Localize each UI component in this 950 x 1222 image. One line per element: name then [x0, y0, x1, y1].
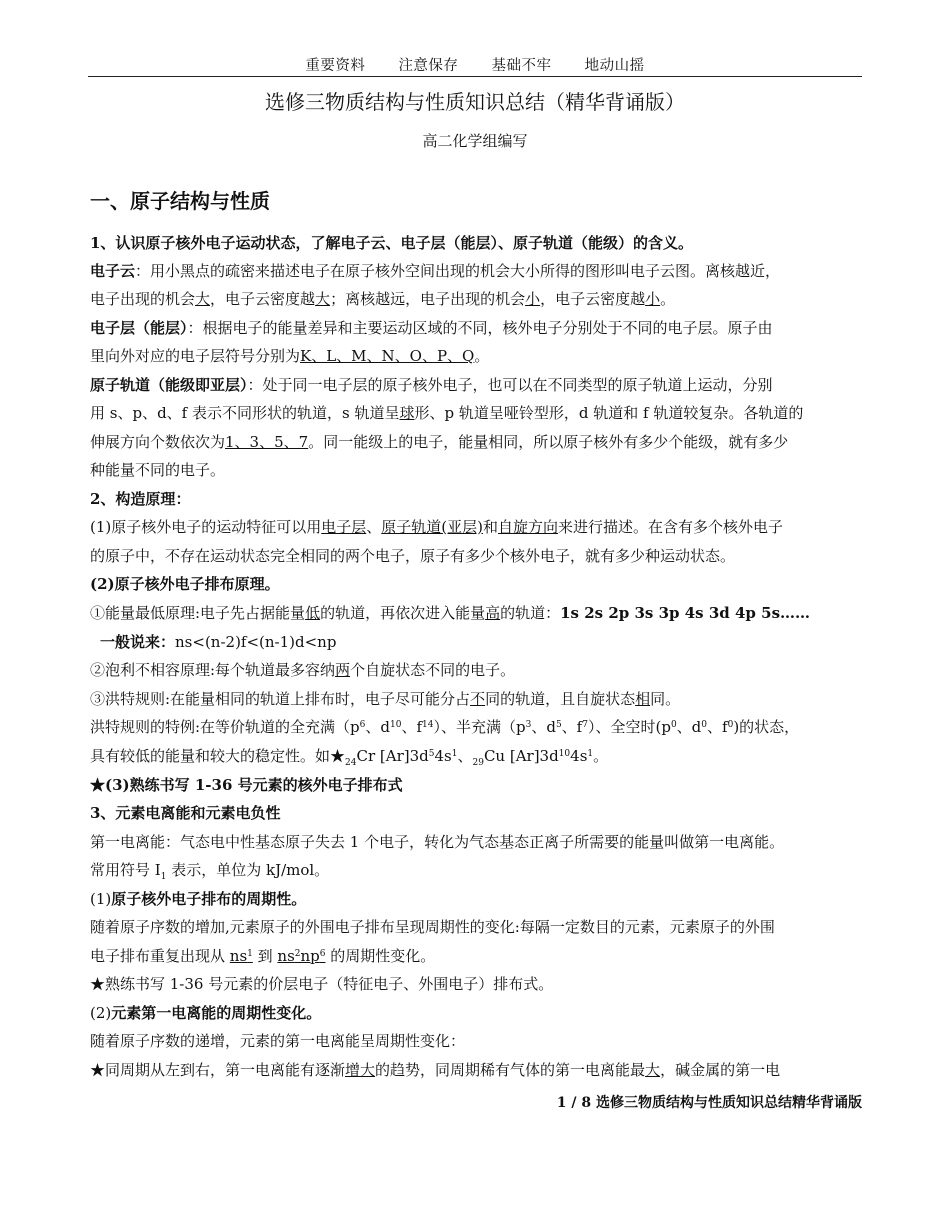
page-footer: [557, 1092, 862, 1112]
footer-title: 选修三物质结构与性质知识总结精华背诵版: [596, 1095, 862, 1111]
filling-sequence: 1s 2s 2p 3s 3p 4s 3d 4p 5s……: [560, 604, 811, 622]
text: 。: [474, 347, 490, 365]
text: 4s: [570, 747, 588, 765]
superscript: 7: [582, 720, 588, 730]
underlined-key: 小: [525, 290, 541, 308]
underlined-key: 两: [335, 661, 351, 679]
header-motto: [0, 54, 950, 75]
superscript: 1: [247, 949, 253, 959]
text: 元素第一电离能的周期性变化。: [111, 1004, 322, 1022]
motto-3: 基础不牢: [491, 58, 552, 74]
underlined-key: 大: [195, 290, 211, 308]
general-rule: [100, 632, 336, 652]
text: ②泡利不相容原理:每个轨道最多容纳: [90, 661, 336, 679]
text: ：处于同一电子层的原子核外电子，也可以在不同类型的原子轨道上运动，分别: [247, 376, 773, 394]
text: 。: [593, 747, 609, 765]
text: 、d: [365, 718, 391, 736]
principle-1-line-1: [90, 517, 783, 537]
underlined-key: 不: [470, 690, 486, 708]
periodicity-line-1: 随着原子序数的增加,元素原子的外围电子排布呈现周期性的变化:每隔一定数目的元素，元素原子的外围: [90, 918, 775, 936]
text: 、: [457, 747, 473, 765]
heading-2-3: ★(3)熟练书写 1-36 号元素的核外电子排布式: [90, 776, 403, 794]
heading-1: 1、认识原子核外电子运动状态，了解电子云、电子层（能层）、原子轨道（能级）的含义。: [90, 234, 693, 252]
text: 具有较低的能量和较大的稳定性。如★: [90, 747, 346, 765]
label: 一般说来：: [100, 633, 176, 651]
underlined-key: 大: [645, 1061, 661, 1079]
text: 同。: [650, 690, 681, 708]
text: Cu [Ar]3d: [483, 747, 559, 765]
document-title: 选修三物质结构与性质知识总结（精华背诵版）: [265, 90, 685, 114]
valence-config-line: ★熟练书写 1-36 号元素的价层电子（特征电子、外围电子）排布式。: [90, 975, 554, 993]
text: 伸展方向个数依次为: [90, 433, 226, 451]
text: 用 s、p、d、f 表示不同形状的轨道，s 轨道呈: [90, 404, 400, 422]
text: 常用符号 I: [90, 861, 161, 879]
text: (1): [90, 890, 112, 908]
text: 形、p 轨道呈哑铃型形，d 轨道和 f 轨道较复杂。各轨道的: [414, 404, 804, 422]
text: 里向外对应的电子层符号分别为: [90, 347, 301, 365]
text: 、f: [561, 718, 583, 736]
orbital-line-2: [90, 403, 803, 423]
superscript: 5: [555, 720, 562, 730]
document-author: 高二化学组编写: [422, 132, 528, 150]
motto-1: 重要资料: [305, 58, 366, 74]
text: 洪特规则的特例:在等价轨道的全充满（p: [90, 718, 360, 736]
superscript: 6: [359, 720, 366, 730]
text: Cr [Ar]3d: [356, 747, 429, 765]
electron-layer-line-2: [90, 346, 489, 366]
text: 、f: [401, 718, 423, 736]
heading-2: 2、构造原理：: [90, 490, 191, 508]
text: 4s: [434, 747, 452, 765]
electron-cloud-line-2: [90, 289, 675, 309]
ionization-def-1: 第一电离能：气态电中性基态原子失去 1 个电子，转化为气态基态正离子所需要的能量叫做第一电离能。: [90, 833, 785, 851]
text: ★同周期从左到右，第一电离能有逐渐: [90, 1061, 346, 1079]
motto-2: 注意保存: [398, 58, 459, 74]
text: 的轨道，再依次进入能量: [320, 604, 486, 622]
atomic-number: 29: [472, 758, 484, 768]
text: 和: [483, 518, 499, 536]
text: ，电子云密度越: [210, 290, 316, 308]
orbital-line-4: 种能量不同的电子。: [90, 461, 226, 479]
text: ：根据电子的能量差异和主要运动区域的不同，核外电子分别处于不同的电子层。原子由: [187, 319, 773, 337]
motto-4: 地动山摇: [584, 58, 645, 74]
heading-3-2: [90, 1003, 321, 1023]
term-electron-cloud: 电子云: [90, 262, 136, 280]
electron-cloud-line-1: [90, 261, 780, 281]
text: 到: [252, 947, 278, 965]
underlined-key: 高: [485, 604, 501, 622]
underlined-key: 1、3、5、7: [225, 433, 309, 451]
superscript: 14: [422, 720, 434, 730]
rule-lowest-energy: [90, 603, 810, 623]
text: 、d: [676, 718, 702, 736]
text: 、d: [531, 718, 556, 736]
underlined-key: [277, 947, 325, 965]
atomic-number: 24: [345, 758, 357, 768]
text: 。: [660, 290, 676, 308]
section-title: 一、原子结构与性质: [90, 189, 270, 213]
text: 的趋势，同周期稀有气体的第一电离能最: [375, 1061, 646, 1079]
underlined-key: 大: [315, 290, 331, 308]
text: 、f: [707, 718, 728, 736]
header-rule: [88, 76, 862, 77]
text: ns: [277, 947, 295, 965]
term-orbital: 原子轨道（能级即亚层）: [90, 376, 248, 394]
text: 同的轨道，且自旋状态: [485, 690, 636, 708]
underlined-key: [230, 947, 253, 965]
text: ①能量最低原理:电子先占据能量: [90, 604, 306, 622]
superscript: 6: [319, 949, 326, 959]
text: np: [300, 947, 320, 965]
underlined-key: 小: [645, 290, 661, 308]
energy-order: ns<(n-2)f<(n-1)d<np: [175, 633, 337, 651]
electron-layer-line-1: [90, 318, 773, 338]
superscript: 10: [390, 720, 402, 730]
ionization-trend-line: [90, 1060, 780, 1080]
text: (1)原子核外电子的运动特征可以用: [90, 518, 322, 536]
superscript: 0: [727, 720, 734, 730]
text: ，电子云密度越: [540, 290, 646, 308]
text: ；离核越远，电子出现的机会: [330, 290, 526, 308]
periodicity-line-2: [90, 946, 435, 966]
text: ）、半充满（p: [433, 718, 526, 736]
heading-3: 3、元素电离能和元素电负性: [90, 804, 281, 822]
subscript: 1: [160, 872, 167, 882]
orbital-line-3: [90, 432, 788, 452]
superscript: 10: [558, 749, 571, 759]
hund-special-line-2: [90, 746, 608, 766]
superscript: 0: [670, 720, 677, 730]
underlined-key: 球: [399, 404, 415, 422]
underlined-key: 原子轨道(亚层): [381, 518, 483, 536]
rule-hund: [90, 689, 680, 709]
text: 的轨道：: [500, 604, 561, 622]
orbital-line-1: [90, 375, 773, 395]
principle-1-line-2: 的原子中，不存在运动状态完全相同的两个电子，原子有多少个核外电子，就有多少种运动状态。: [90, 547, 736, 565]
superscript: 0: [701, 720, 708, 730]
superscript: 3: [525, 720, 532, 730]
text: 电子出现的机会: [90, 290, 196, 308]
underlined-key: 低: [305, 604, 321, 622]
text: 表示，单位为 kJ/mol。: [166, 861, 330, 879]
underlined-key: K、L、M、N、O、P、Q: [300, 347, 475, 365]
term-electron-layer: 电子层（能层）: [90, 319, 188, 337]
text: 。同一能级上的电子，能量相同，所以原子核外有多少个能级，就有多少: [308, 433, 789, 451]
text: ns: [229, 947, 248, 965]
text: (2): [90, 1004, 112, 1022]
hund-special-line-1: [90, 717, 799, 737]
rule-pauli: [90, 660, 515, 680]
text: 个自旋状态不同的电子。: [350, 661, 516, 679]
underlined-key: 增大: [345, 1061, 376, 1079]
text: )的状态，: [733, 718, 800, 736]
ionization-def-2: [90, 860, 329, 880]
text: ，碱金属的第一电: [660, 1061, 781, 1079]
heading-3-1: [90, 889, 306, 909]
page-number: 1 / 8: [556, 1095, 592, 1111]
text: 的周期性变化。: [325, 947, 436, 965]
ionization-trend-intro: 随着原子序数的递增，元素的第一电离能呈周期性变化：: [90, 1032, 466, 1050]
underlined-key: 相: [635, 690, 651, 708]
text: 电子排布重复出现从: [90, 947, 230, 965]
heading-2-2: (2)原子核外电子排布原理。: [90, 575, 280, 593]
text: 原子核外电子排布的周期性。: [111, 890, 307, 908]
superscript: 1: [451, 749, 458, 759]
superscript: 5: [428, 749, 435, 759]
superscript: 2: [294, 949, 301, 959]
text: 来进行描述。在含有多个核外电子: [558, 518, 784, 536]
text: ：用小黑点的疏密来描述电子在原子核外空间出现的机会大小所得的图形叫电子云图。离核越近，: [135, 262, 781, 280]
superscript: 1: [587, 749, 594, 759]
underlined-key: 电子层: [321, 518, 367, 536]
text: ）、全空时(p: [587, 718, 671, 736]
underlined-key: 自旋方向: [498, 518, 559, 536]
text: ③洪特规则:在能量相同的轨道上排布时，电子尽可能分占: [90, 690, 471, 708]
text: 、: [366, 518, 382, 536]
